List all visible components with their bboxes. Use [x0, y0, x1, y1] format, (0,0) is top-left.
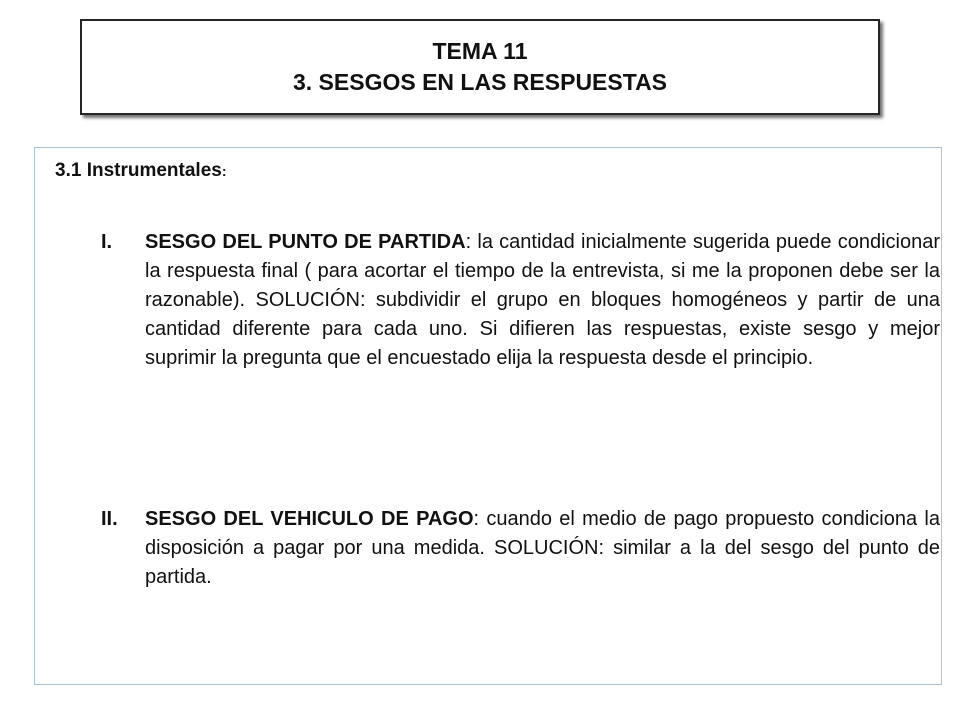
list-item-heading: SESGO DEL PUNTO DE PARTIDA	[145, 231, 466, 253]
section-heading-colon: :	[221, 163, 227, 179]
content-box	[34, 147, 942, 685]
section-heading-text: 3.1 Instrumentales	[55, 160, 222, 181]
list-item-1	[101, 228, 941, 373]
title-line-2: 3. SESGOS EN LAS RESPUESTAS	[292, 69, 668, 95]
list-item-text	[145, 505, 940, 592]
section-heading	[55, 158, 227, 184]
title-line-1: TEMA 11	[432, 38, 528, 64]
title-box	[80, 19, 880, 115]
list-item-numeral: I.	[101, 231, 113, 253]
list-item-2	[101, 505, 941, 592]
list-item-body: : cuando el medio de pago propuesto condiciona la disposición a pagar por una medida. SOLUCIÓN: similar a la del sesgo del punto de partida.	[145, 508, 940, 588]
list-item-numeral: II.	[101, 508, 118, 530]
list-item-text	[145, 228, 940, 373]
list-item-body: : la cantidad inicialmente sugerida puede condicionar la respuesta final ( para acortar el tiempo de la entrevista, si me la proponen debe ser la razonable). SOLUCIÓN: subdividir el grupo en bloques homogéneos y partir de una cantidad diferente para cada uno. Si difieren las respuestas, existe sesgo y mejor suprimir la pregunta que el encuestado elija la respuesta desde el principio.	[145, 231, 940, 369]
list-item-heading: SESGO DEL VEHICULO DE PAGO	[145, 508, 474, 530]
